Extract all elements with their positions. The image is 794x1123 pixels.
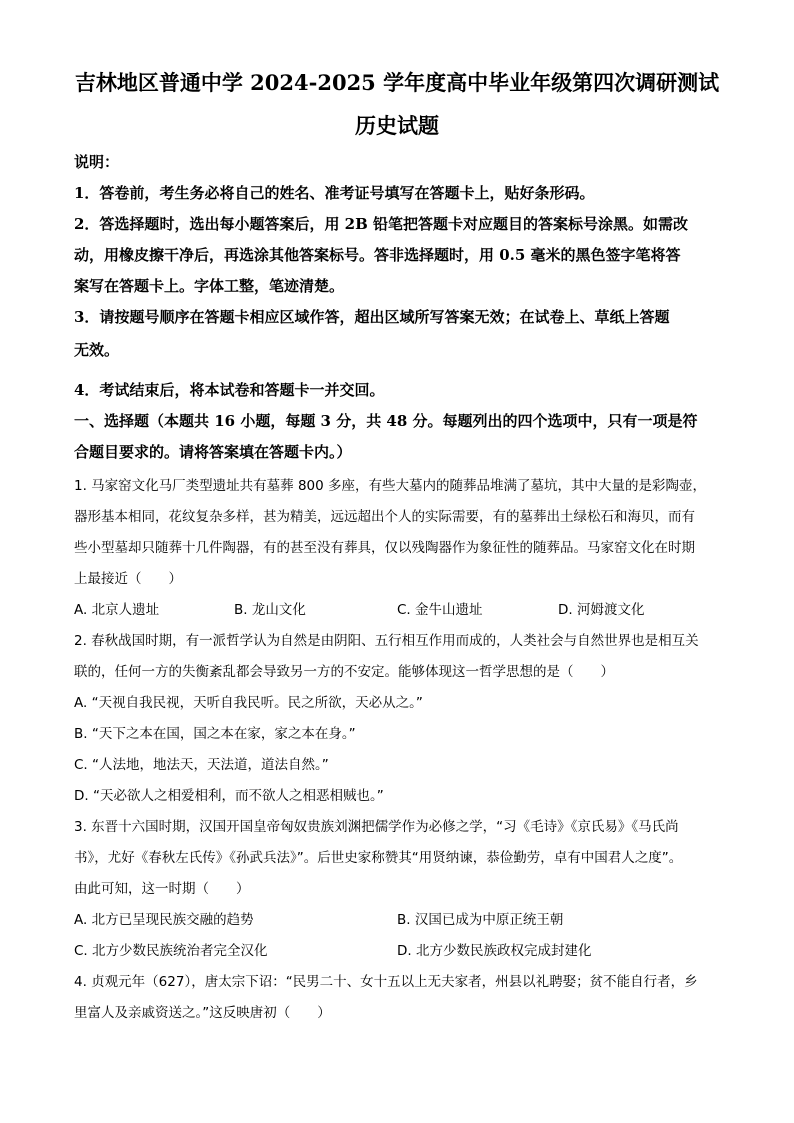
option-c: C. 北方少数民族统治者完全汉化: [74, 943, 268, 959]
section-heading: 合题目要求的。请将答案填在答题卡内。）: [74, 443, 352, 461]
option-c: C. 金牛山遗址: [397, 602, 483, 618]
section-heading: 一、选择题（本题共 16 小题，每题 3 分，共 48 分。每题列出的四个选项中，只有一项是符: [74, 412, 698, 430]
instructions-label: 说明：: [74, 153, 120, 171]
question-text: 由此可知，这一时期（ ）: [74, 881, 250, 897]
option-b: B. 汉国已成为中原正统王朝: [397, 912, 564, 928]
question-text: 1. 马家窑文化马厂类型遗址共有墓葬 800 多座，有些大墓内的随葬品堆满了墓坑，其中大量的是彩陶壶，: [74, 478, 707, 494]
option-c: C. “人法地，地法天，天法道，道法自然。”: [74, 757, 329, 773]
option-d: D. “天必欲人之相爱相利，而不欲人之相恶相贼也。”: [74, 788, 384, 804]
question-text: 里富人及亲戚资送之。”这反映唐初（ ）: [74, 1005, 331, 1021]
question-text: 联的，任何一方的失衡紊乱都会导致另一方的不安定。能够体现这一哲学思想的是（ ）: [74, 664, 614, 680]
instruction-line: 1．答卷前，考生务必将自己的姓名、准考证号填写在答题卡上，贴好条形码。: [74, 184, 595, 202]
instruction-line: 3．请按题号顺序在答题卡相应区域作答，超出区域所写答案无效；在试卷上、草纸上答题: [74, 308, 670, 326]
question-text: 些小型墓却只随葬十几件陶器，有的甚至没有葬具，仅以残陶器作为象征性的随葬品。马家窑文化在时期: [74, 540, 695, 556]
question-text: 2. 春秋战国时期，有一派哲学认为自然是由阴阳、五行相互作用而成的，人类社会与自然世界也是相互关: [74, 633, 699, 649]
instruction-line: 无效。: [74, 341, 120, 359]
question-text: 4. 贞观元年（627），唐太宗下诏：“民男二十、女十五以上无夫家者，州县以礼聘娶；贫不能自行者，乡: [74, 974, 698, 990]
instruction-line: 动，用橡皮擦干净后，再选涂其他答案标号。答非选择题时，用 0.5 毫米的黑色签字笔将答: [74, 246, 681, 264]
option-a: A. 北方已呈现民族交融的趋势: [74, 912, 254, 928]
option-a: A. “天视自我民视，天听自我民听。民之所欲，天必从之。”: [74, 695, 423, 711]
option-b: B. “天下之本在国，国之本在家，家之本在身。”: [74, 726, 356, 742]
question-text: 3. 东晋十六国时期，汉国开国皇帝匈奴贵族刘渊把儒学作为必修之学，“习《毛诗》《京氏易》《马氏尚: [74, 819, 679, 835]
instruction-line: 案写在答题卡上。字体工整，笔迹清楚。: [74, 277, 345, 295]
exam-title: 吉林地区普通中学 2024-2025 学年度高中毕业年级第四次调研测试: [74, 70, 720, 95]
option-d: D. 北方少数民族政权完成封建化: [397, 943, 592, 959]
question-text: 器形基本相同，花纹复杂多样，甚为精美，远远超出个人的实际需要，有的墓葬出土绿松石和海贝，而有: [74, 509, 695, 525]
option-d: D. 河姆渡文化: [558, 602, 645, 618]
instruction-line: 2．答选择题时，选出每小题答案后，用 2B 铅笔把答题卡对应题目的答案标号涂黑。如需改: [74, 215, 689, 233]
instruction-line: 4．考试结束后，将本试卷和答题卡一并交回。: [74, 381, 385, 399]
option-a: A. 北京人遗址: [74, 602, 160, 618]
question-text: 书》，尤好《春秋左氏传》《孙武兵法》”。后世史家称赞其“用贤纳谏，恭俭勤劳，卓有中国君人之度”。: [74, 850, 683, 866]
option-b: B. 龙山文化: [234, 602, 306, 618]
exam-subtitle: 历史试题: [355, 113, 439, 138]
question-text: 上最接近（ ）: [74, 571, 182, 587]
